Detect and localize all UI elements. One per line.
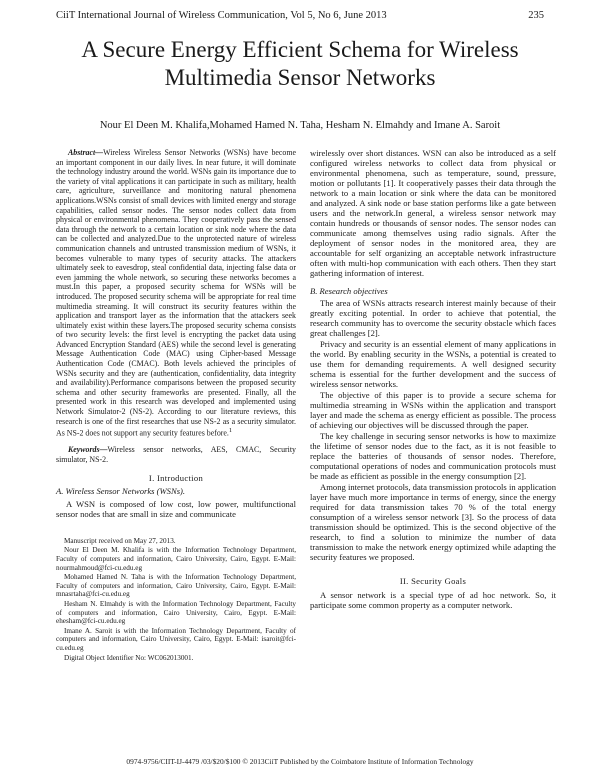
subsection-heading-objectives: B. Research objectives <box>310 286 388 296</box>
body-paragraph: A sensor network is a special type of ad hoc network. So, it participate some common property as a computer network. <box>310 590 556 611</box>
footnote: Manuscript received on May 27, 2013. <box>64 536 176 545</box>
keywords-text: Wireless sensor networks, AES, CMAC, Security simulator, NS-2. <box>56 445 296 465</box>
page-number: 235 <box>528 10 544 21</box>
left-column <box>56 148 296 663</box>
abstract-text: Wireless Wireless Sensor Networks (WSNs) have become an important component in our daily lives. In near future, it will dominate the technology industry around the world. WSNs gain its importance due to the variety of vital applications it can participate in such as military, health care, agriculture, surveillance and monitoring natural phenomena applications.WSNs consist of small devices with limited energy and storage capabilities, called sensor nodes. The sensor nodes collect data from physical or environmental phenomena. They cooperatively pass the sensed data through the network to a certain location or sink node where the data can be collected and analyzed.Due to the unprotected nature of wireless communication channels and untrusted transmission medium of WSNs, it becomes vulnerable to many types of security attacks. The attackers ultimately seek to eavesdrop, steal confidential data, injecting false data or even jamming the whole network, so securing these networks becomes a must.In this paper, a proposed security schema for WSNs will be introduced. The proposed security schema will be appropriate for real time multimedia streaming. It will construct its security features within the application and transport layer as the information that the attackers seek ultimately exist within these layers.The proposed security schema consists of two security levels: the first level is encrypting the packet data using Advanced Encryption Standard (AES) while the second level is generating Message Authentication Code (MAC) using Cipher-based Message Authentication Code (CMAC). Both levels achieved the principles of WSNs security and they are (authentication, confidentiality, data integrity and availability).Performance comparisons between the proposed security schema and other security frameworks are presented. Finally, all the presented work in this research was developed and implemented using Network Simulator-2 (NS-2). According to our literature reviews, this research is one of the first researches that use NS-2 as a security simulator. As NS-2 does not support any security features before. <box>56 148 296 438</box>
abstract <box>56 148 296 438</box>
footnote: Imane A. Saroit is with the Information Technology Department, Faculty of computers and information, Cairo University, Cairo, Egypt. E-Mail: isaroit@fci-cu.edu.eg <box>56 626 296 652</box>
body-paragraph: Among internet protocols, data transmission protocols in application layer have much more importance in terms of energy, since the energy required for data transmission takes 70 % of the total energy consumption of a wireless sensor network [3]. So the process of data transmission should be optimized. This is the second objective of the research, to find a solution to minimize the number of data transmission to make the network energy optimized while adapting the security features we proposed. <box>310 482 556 563</box>
body-paragraph: wirelessly over short distances. WSN can also be introduced as a self configured wireless networks to collect data from physical or environmental phenomena, such as temperature, sound, pressure, motion or pollutants [1]. It cooperatively passes their data through the network to a main location or sink where the data can be monitored and analyzed. A sink node or base station performs like a gate between users and the network.In general, a wireless sensor network may contain hundreds or thousands of sensor nodes. The sensor nodes can communicate among themselves using radio signals. After the deployment of sensor nodes in the monitored area, they are accountable for self organizing an acceptable network infrastructure often with multi-hop communication with each others. Then they start gathering information of interest. <box>310 148 556 278</box>
section-heading-introduction: I. Introduction <box>148 472 204 483</box>
footnote: Mohamed Hamed N. Taha is with the Information Technology Department, Faculty of computers and information, Cairo University, Cairo, Egypt. E-Mail: mnasrtaha@fci-cu.edu.eg <box>56 573 296 599</box>
footnote: Hesham N. Elmahdy is with the Information Technology Department, Faculty of computers and information, Cairo University, Cairo, Egypt. E-Mail: ehesham@fci-cu.edu.eg <box>56 599 296 626</box>
author-list: Nour El Deen M. Khalifa,Mohamed Hamed N. Taha, Hesham N. Elmahdy and Imane A. Saroit <box>99 120 501 131</box>
keywords <box>56 445 296 464</box>
page-footer: 0974-9756/CIIT-IJ-4479 /03/$20/$100 © 2013CiiT Published by the Coimbatore Institute of Information Technology <box>126 757 474 766</box>
footnote: Digital Object Identifier No: WC062013001. <box>64 653 194 662</box>
title-line-2: Multimedia Sensor Networks <box>164 65 436 90</box>
abstract-footnote-mark: 1 <box>228 427 233 435</box>
title-line-1: A Secure Energy Efficient Schema for Wireless <box>81 37 519 62</box>
paper-title <box>40 36 560 92</box>
body-paragraph: The area of WSNs attracts research interest mainly because of their greatly exciting potential. In order to achieve that potential, the research community has to overcome the security obstacle which faces great challenges [2]. <box>310 298 556 339</box>
journal-name: CiiT International Journal of Wireless Communication, Vol 5, No 6, June 2013 <box>56 10 387 21</box>
footnotes <box>56 537 296 662</box>
body-paragraph: Privacy and security is an essential element of many applications in the world. By enabling security in the WSNs, a potential is created to use them for demanding requirements. A well designed security schema is essential for the further development and the success of wireless sensor networks. <box>310 339 556 390</box>
body-paragraph: The objective of this paper is to provide a secure schema for multimedia streaming in WSNs within the application and transport layer and made the schema as energy efficient as possible. The process of achieving our objectives will be discussed through the paper. <box>310 390 556 431</box>
section-heading-security-goals: II. Security Goals <box>399 576 467 587</box>
body-paragraph: The key challenge in securing sensor networks is how to maximize the lifetime of sensor nodes due to the fact, as it is not feasible to replace the batteries of thousands of sensor nodes. Therefore, computational operations of nodes and communication protocols must be made as efficient as possible in the energy consumption [2]. <box>310 431 556 482</box>
footnote: Nour El Deen M. Khalifa is with the Information Technology Department, Faculty of computers and information, Cairo University, Cairo, Egypt. E-Mail: nourmahmoud@fci-cu.edu.eg <box>56 546 296 572</box>
abstract-label: Abstract— <box>68 148 104 157</box>
keywords-label: Keywords— <box>68 445 108 455</box>
right-column <box>310 148 556 611</box>
intro-paragraph: A WSN is composed of low cost, low power, multifunctional sensor nodes that are small in size and communicate <box>56 498 296 519</box>
subsection-heading-wsn: A. Wireless Sensor Networks (WSNs). <box>56 486 186 497</box>
